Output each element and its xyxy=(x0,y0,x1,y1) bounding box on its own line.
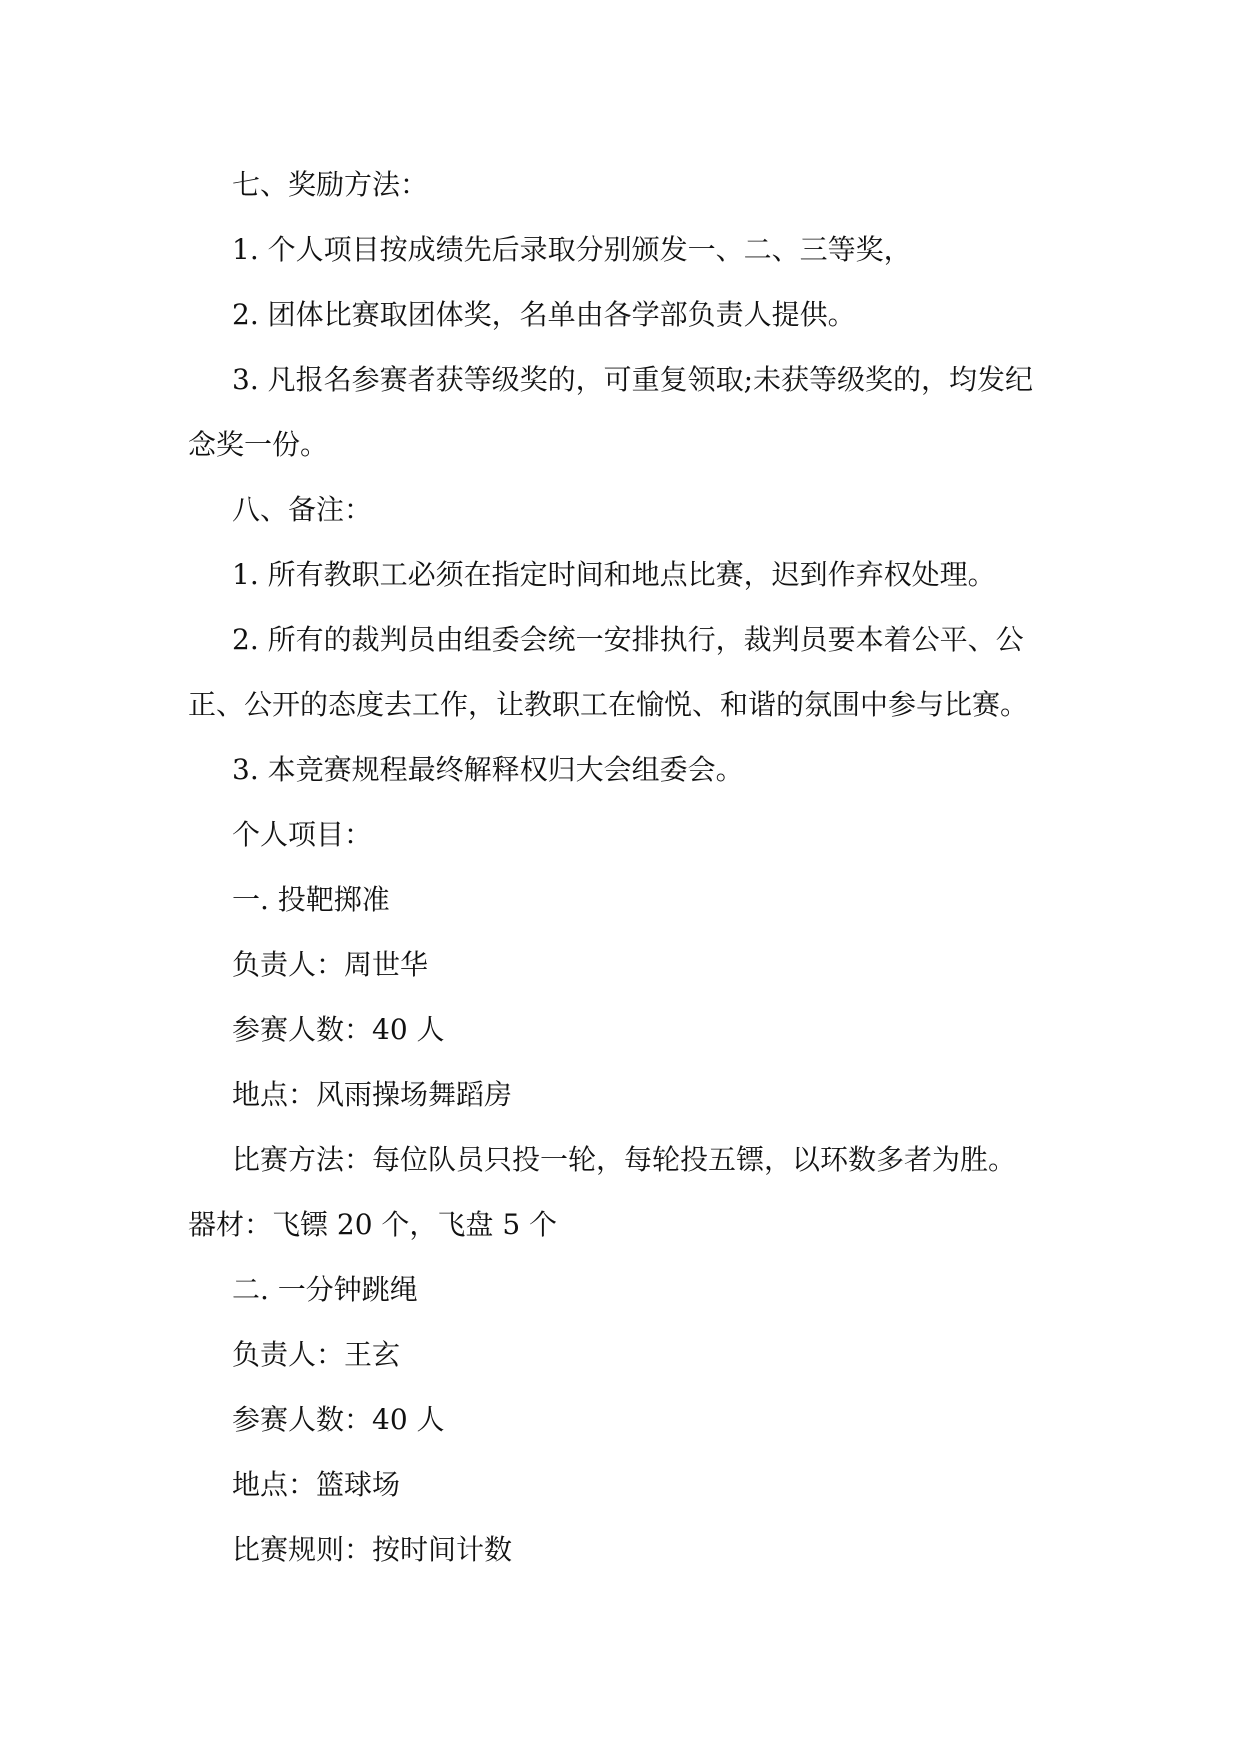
document-body xyxy=(188,152,1068,1582)
event-equipment: 器材：飞镖 20 个，飞盘 5 个 xyxy=(188,1208,558,1241)
event-participants: 参赛人数：40 人 xyxy=(232,1013,445,1046)
section-heading-individual-events: 个人项目： xyxy=(232,818,373,851)
event-location: 地点：篮球场 xyxy=(232,1468,401,1501)
event-rules: 比赛规则：按时间计数 xyxy=(232,1533,513,1566)
paragraph-line: 2. 团体比赛取团体奖，名单由各学部负责人提供。 xyxy=(232,298,856,331)
event-leader: 负责人：周世华 xyxy=(232,948,429,981)
section-heading-notes: 八、备注： xyxy=(232,493,373,526)
event-leader: 负责人：王玄 xyxy=(232,1338,401,1371)
event-location: 地点：风雨操场舞蹈房 xyxy=(232,1078,513,1111)
section-heading-rewards: 七、奖励方法： xyxy=(232,168,429,201)
event-participants: 参赛人数：40 人 xyxy=(232,1403,445,1436)
event-title-jump-rope: 二. 一分钟跳绳 xyxy=(232,1273,418,1306)
paragraph-line-continued: 正、公开的态度去工作，让教职工在愉悦、和谐的氛围中参与比赛。 xyxy=(188,688,1029,721)
paragraph-line-continued: 念奖一份。 xyxy=(188,428,329,461)
paragraph-line: 1. 所有教职工必须在指定时间和地点比赛，迟到作弃权处理。 xyxy=(232,558,996,591)
paragraph-line: 1. 个人项目按成绩先后录取分别颁发一、二、三等奖， xyxy=(232,233,912,266)
event-method: 比赛方法：每位队员只投一轮，每轮投五镖，以环数多者为胜。 xyxy=(232,1143,1017,1176)
paragraph-line: 3. 凡报名参赛者获等级奖的，可重复领取;未获等级奖的，均发纪 xyxy=(232,363,1034,396)
event-title-darts: 一. 投靶掷准 xyxy=(232,883,390,916)
paragraph-line: 3. 本竞赛规程最终解释权归大会组委会。 xyxy=(232,753,744,786)
paragraph-line: 2. 所有的裁判员由组委会统一安排执行，裁判员要本着公平、公 xyxy=(232,623,1024,656)
